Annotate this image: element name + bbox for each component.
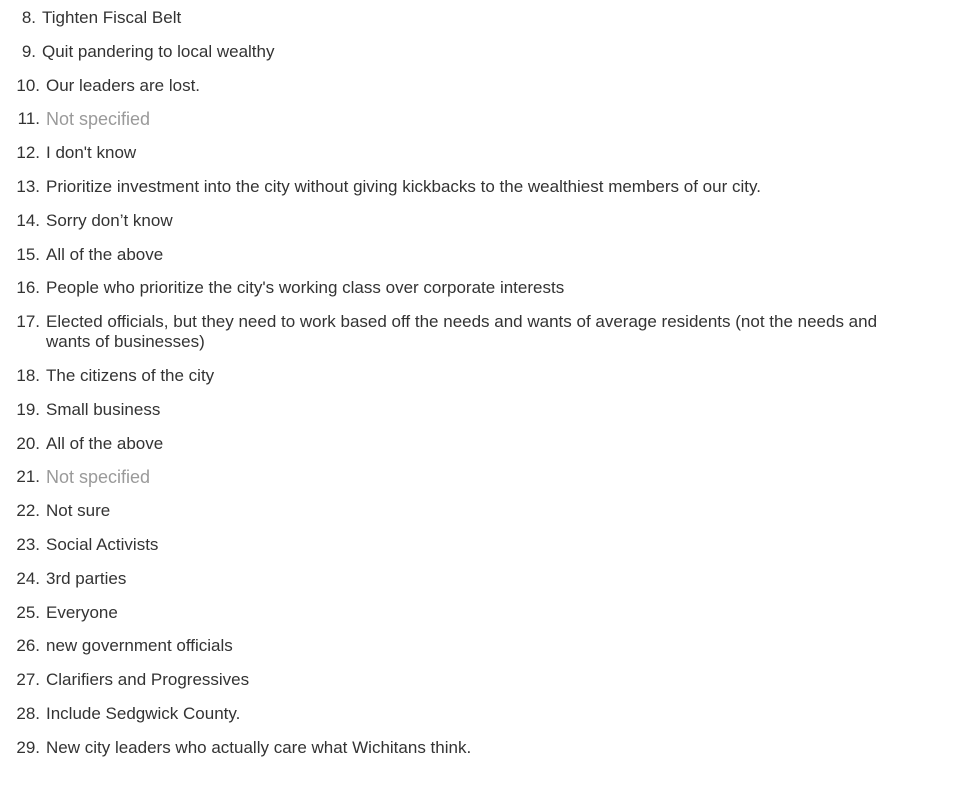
list-item (0, 8, 930, 28)
list-item (0, 603, 930, 623)
list-item (0, 636, 930, 656)
item-text: All of the above (46, 244, 164, 264)
item-number: 26. (16, 636, 40, 656)
item-text: Prioritize investment into the city without giving kickbacks to the wealthiest members of our city. (46, 176, 761, 196)
list-item (0, 400, 930, 420)
item-text: Clarifiers and Progressives (46, 670, 250, 690)
list-item (0, 670, 930, 690)
item-number: 24. (16, 568, 40, 588)
item-text: I don't know (46, 143, 137, 163)
item-number: 25. (16, 602, 40, 622)
list-item (0, 501, 930, 521)
item-text: Quit pandering to local wealthy (42, 41, 275, 61)
item-number: 13. (16, 176, 40, 196)
item-text: Not specified (46, 467, 151, 488)
item-number: 29. (16, 737, 40, 757)
item-text: new government officials (46, 636, 233, 656)
list-item (0, 535, 930, 555)
list-item (0, 143, 930, 163)
item-text: Tighten Fiscal Belt (42, 8, 182, 27)
item-number: 28. (16, 703, 40, 723)
item-text: The citizens of the city (46, 365, 215, 385)
item-number: 9. (21, 41, 36, 61)
list-item (0, 569, 930, 589)
item-number: 15. (16, 244, 40, 264)
item-number: 23. (16, 534, 40, 554)
item-text: Everyone (46, 602, 118, 622)
list-item (0, 738, 930, 758)
list-item (0, 76, 930, 96)
list-item (0, 109, 930, 129)
item-text: New city leaders who actually care what Wichitans think. (46, 737, 472, 757)
list-item (0, 312, 930, 352)
item-number: 10. (16, 75, 40, 95)
item-text: Not specified (46, 109, 151, 130)
item-number: 19. (16, 399, 40, 419)
list-item (0, 42, 930, 62)
item-number: 16. (16, 278, 40, 298)
item-number: 11. (17, 109, 40, 129)
list-item (0, 177, 930, 197)
item-number: 27. (16, 670, 40, 690)
item-text: People who prioritize the city's working class over corporate interests (46, 278, 565, 298)
list-item (0, 245, 930, 265)
item-number: 18. (16, 365, 40, 385)
item-number: 8. (21, 8, 36, 27)
item-text: Not sure (46, 501, 111, 521)
list-item (0, 278, 930, 298)
list-item (0, 704, 930, 724)
list-item (0, 211, 930, 231)
item-number: 22. (16, 501, 40, 521)
list-item (0, 467, 930, 487)
item-text: Small business (46, 399, 161, 419)
item-text: Our leaders are lost. (46, 75, 201, 95)
item-text: Elected officials, but they need to work based off the needs and wants of average residents (not the needs and wants of businesses) (46, 312, 878, 352)
item-text: Sorry don’t know (46, 210, 173, 230)
item-number: 20. (16, 433, 40, 453)
item-number: 21. (16, 467, 40, 487)
list-item (0, 366, 930, 386)
item-text: 3rd parties (46, 568, 127, 588)
item-number: 14. (16, 210, 40, 230)
item-text: Social Activists (46, 534, 159, 554)
response-list (0, 8, 930, 772)
item-text: All of the above (46, 433, 164, 453)
item-number: 12. (16, 143, 40, 163)
list-item (0, 434, 930, 454)
item-text: Include Sedgwick County. (46, 703, 241, 723)
item-number: 17. (16, 312, 40, 332)
